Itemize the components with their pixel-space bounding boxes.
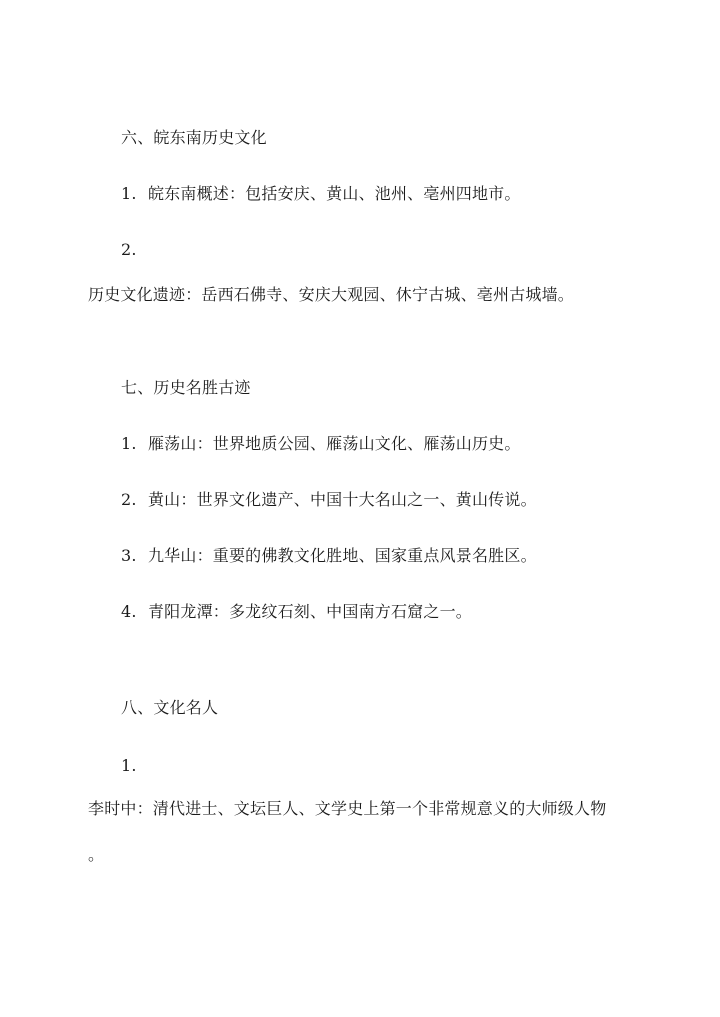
list-item-7-4 [121,602,472,622]
item-number-8-1: 1. [121,756,137,775]
item-number: 1. [121,184,137,203]
item-text: 皖东南概述：包括安庆、黄山、池州、亳州四地市。 [147,184,521,203]
item-text: 雁荡山：世界地质公园、雁荡山文化、雁荡山历史。 [147,434,521,453]
item-number-6-2: 2. [121,240,137,259]
list-item-7-1 [121,434,521,454]
section-heading-8: 八、文化名人 [121,698,219,717]
item-number: 4. [121,602,137,621]
section-heading-7: 七、历史名胜古迹 [121,378,251,397]
item-text: 黄山：世界文化遗产、中国十大名山之一、黄山传说。 [147,490,537,509]
item-number: 3. [121,546,137,565]
item-text-8-1-continuation: 。 [88,845,105,864]
item-text-6-2: 历史文化遗迹：岳西石佛寺、安庆大观园、休宁古城、亳州古城墙。 [88,285,575,304]
list-item-7-2 [121,490,537,510]
item-text: 青阳龙潭：多龙纹石刻、中国南方石窟之一。 [147,602,472,621]
item-number: 2. [121,490,137,509]
list-item-6-1 [121,184,521,204]
item-number: 1. [121,434,137,453]
item-text: 九华山：重要的佛教文化胜地、国家重点风景名胜区。 [147,546,537,565]
item-text-8-1: 李时中：清代进士、文坛巨人、文学史上第一个非常规意义的大师级人物 [88,799,607,818]
list-item-7-3 [121,546,537,566]
section-heading-6: 六、皖东南历史文化 [121,128,267,147]
